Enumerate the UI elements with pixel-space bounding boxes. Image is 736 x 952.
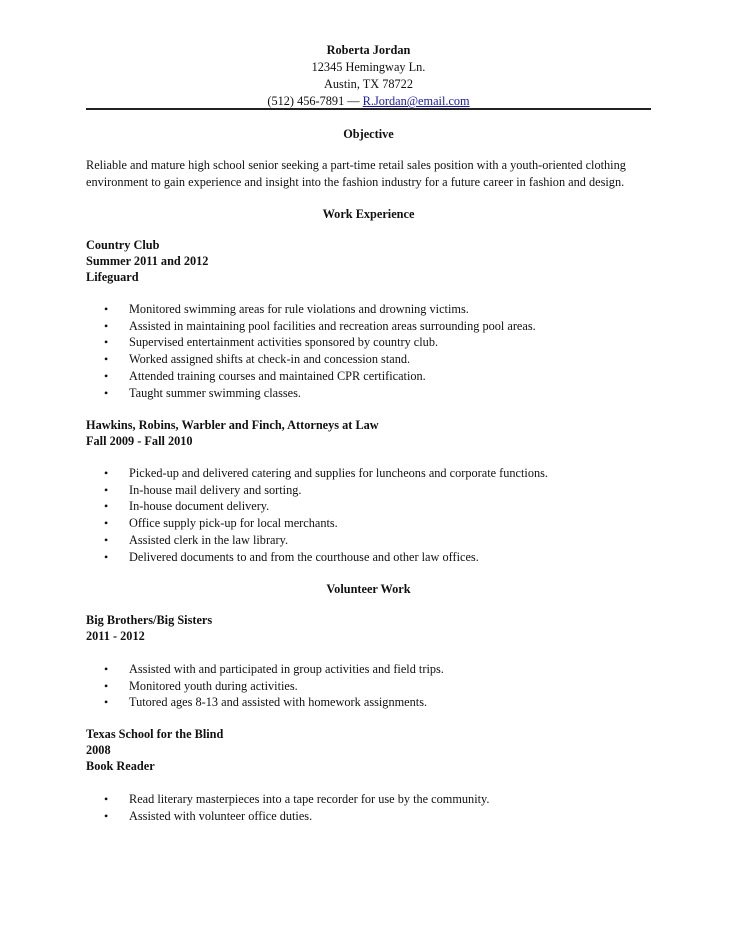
employer-name: Hawkins, Robins, Warbler and Finch, Attorneys at Law [86,418,379,432]
list-item: • Office supply pick-up for local merchants. [86,515,548,532]
list-item: • Assisted in maintaining pool facilities and recreation areas surrounding pool areas. [86,318,536,335]
job-title: Lifeguard [86,270,139,284]
list-item: • Attended training courses and maintained CPR certification. [86,368,536,385]
list-item: • Read literary masterpieces into a tape recorder for use by the community. [86,791,489,808]
objective-line: Reliable and mature high school senior seeking a part-time retail sales position with a youth-oriented clothing [86,158,626,172]
volunteer-role: Book Reader [86,759,155,773]
list-item: • Monitored youth during activities. [86,678,444,695]
list-item: • Tutored ages 8-13 and assisted with homework assignments. [86,694,444,711]
city-state-zip: Austin, TX 78722 [324,77,413,91]
list-item: • Worked assigned shifts at check-in and concession stand. [86,351,536,368]
employment-dates: Fall 2009 - Fall 2010 [86,434,193,448]
list-item: • Picked-up and delivered catering and supplies for luncheons and corporate functions. [86,465,548,482]
objective-heading: Objective [343,127,394,141]
volunteer-duties-list [86,661,444,711]
list-item: • In-house mail delivery and sorting. [86,482,548,499]
organization-name: Texas School for the Blind [86,727,224,741]
objective-line: environment to gain experience and insight into the fashion industry for a future career in fashion and design. [86,175,625,189]
email-link[interactable]: R.Jordan@email.com [362,94,470,108]
volunteer-duties-list [86,791,489,824]
objective-text [86,157,651,191]
header-divider [86,108,651,110]
list-item: • Taught summer swimming classes. [86,385,536,402]
volunteer-work-heading: Volunteer Work [326,582,411,596]
phone-number: (512) 456-7891 — [267,94,360,108]
volunteer-dates: 2011 - 2012 [86,629,145,643]
list-item: • Monitored swimming areas for rule violations and drowning victims. [86,301,536,318]
volunteer-dates: 2008 [86,743,111,757]
list-item: • Supervised entertainment activities sponsored by country club. [86,334,536,351]
job-duties-list [86,301,536,401]
list-item: • In-house document delivery. [86,498,548,515]
organization-name: Big Brothers/Big Sisters [86,613,213,627]
contact-header [86,42,651,110]
list-item: • Assisted with volunteer office duties. [86,808,489,825]
street-address: 12345 Hemingway Ln. [311,60,426,74]
job-duties-list [86,465,548,565]
applicant-name: Roberta Jordan [326,43,411,57]
work-experience-heading: Work Experience [322,207,415,221]
list-item: • Assisted clerk in the law library. [86,532,548,549]
list-item: • Delivered documents to and from the courthouse and other law offices. [86,549,548,566]
employer-name: Country Club [86,238,160,252]
list-item: • Assisted with and participated in group activities and field trips. [86,661,444,678]
employment-dates: Summer 2011 and 2012 [86,254,209,268]
